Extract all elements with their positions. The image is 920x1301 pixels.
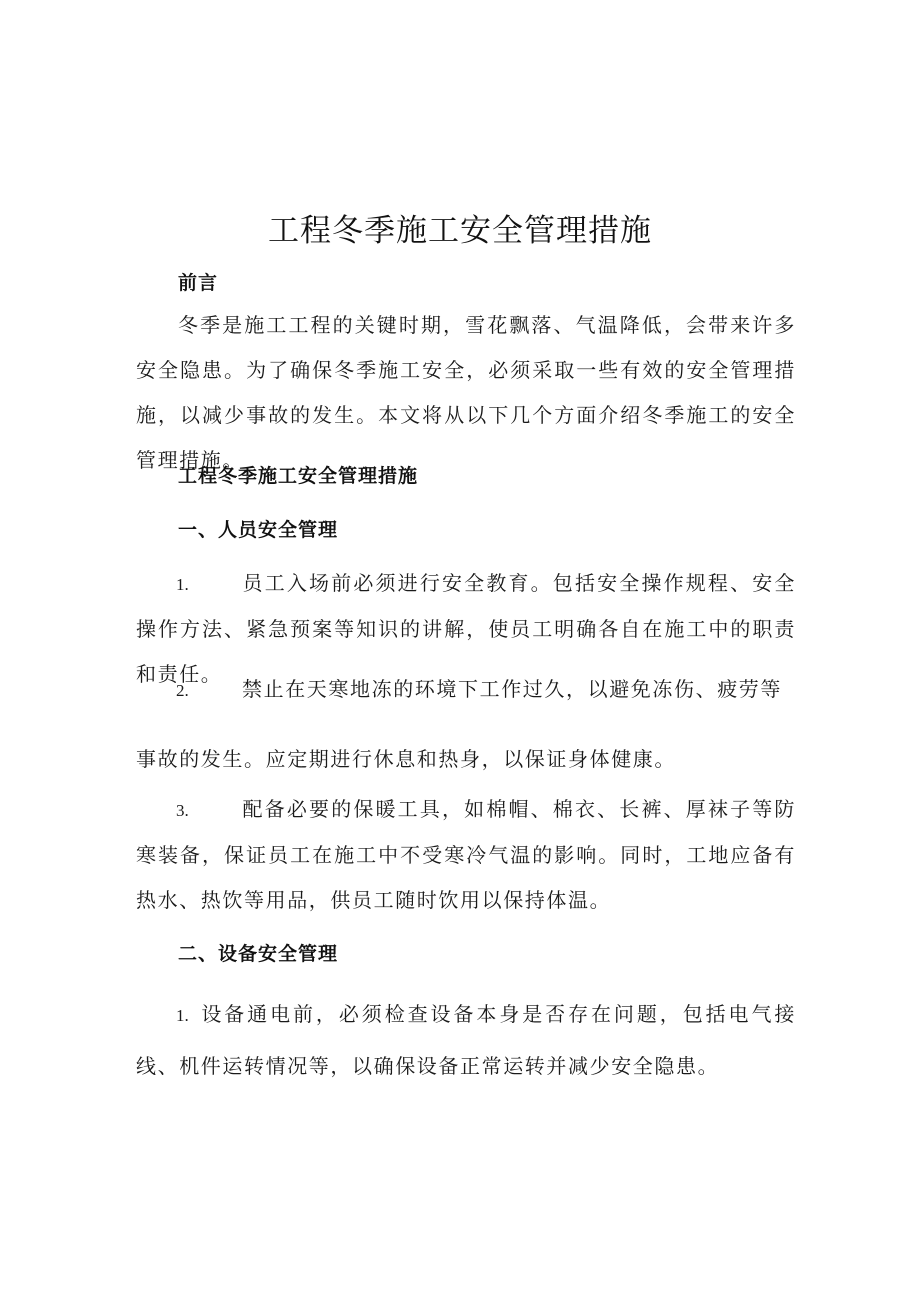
section1-item-2-continuation: 事故的发生。应定期进行休息和热身，以保证身体健康。 <box>136 747 676 771</box>
item-text: 禁止在天寒地冻的环境下工作过久，以避免冻伤、疲劳等 <box>242 677 782 701</box>
section2-heading: 二、设备安全管理 <box>178 943 339 965</box>
document-title: 工程冬季施工安全管理措施 <box>268 213 652 249</box>
measures-heading: 工程冬季施工安全管理措施 <box>178 465 419 487</box>
preface-paragraph: 冬季是施工工程的关键时期，雪花飘落、气温降低，会带来许多安全隐患。为了确保冬季施工安全，必须采取一些有效的安全管理措施，以减少事故的发生。本文将从以下几个方面介绍冬季施工的安全管理措施。 <box>136 313 796 472</box>
section1-item-3 <box>136 787 796 923</box>
item-number: 2. <box>176 681 189 700</box>
section2-item-1 <box>136 989 796 1091</box>
item-text: 设备通电前，必须检查设备本身是否存在问题，包括电气接线、机件运转情况等，以确保设备正常运转并减少安全隐患。 <box>136 1002 796 1078</box>
preface-heading: 前言 <box>178 272 219 294</box>
section1-item-2 <box>136 667 796 713</box>
section1-heading: 一、人员安全管理 <box>178 519 339 541</box>
item-number: 1. <box>176 1006 189 1025</box>
item-text: 配备必要的保暖工具，如棉帽、棉衣、长裤、厚袜子等防寒装备，保证员工在施工中不受寒冷气温的影响。同时，工地应备有热水、热饮等用品，供员工随时饮用以保持体温。 <box>136 797 796 912</box>
item-text: 员工入场前必须进行安全教育。包括安全操作规程、安全操作方法、紧急预案等知识的讲解，使员工明确各自在施工中的职责和责任。 <box>136 571 796 686</box>
item-number: 1. <box>176 575 189 594</box>
item-number: 3. <box>176 801 189 820</box>
